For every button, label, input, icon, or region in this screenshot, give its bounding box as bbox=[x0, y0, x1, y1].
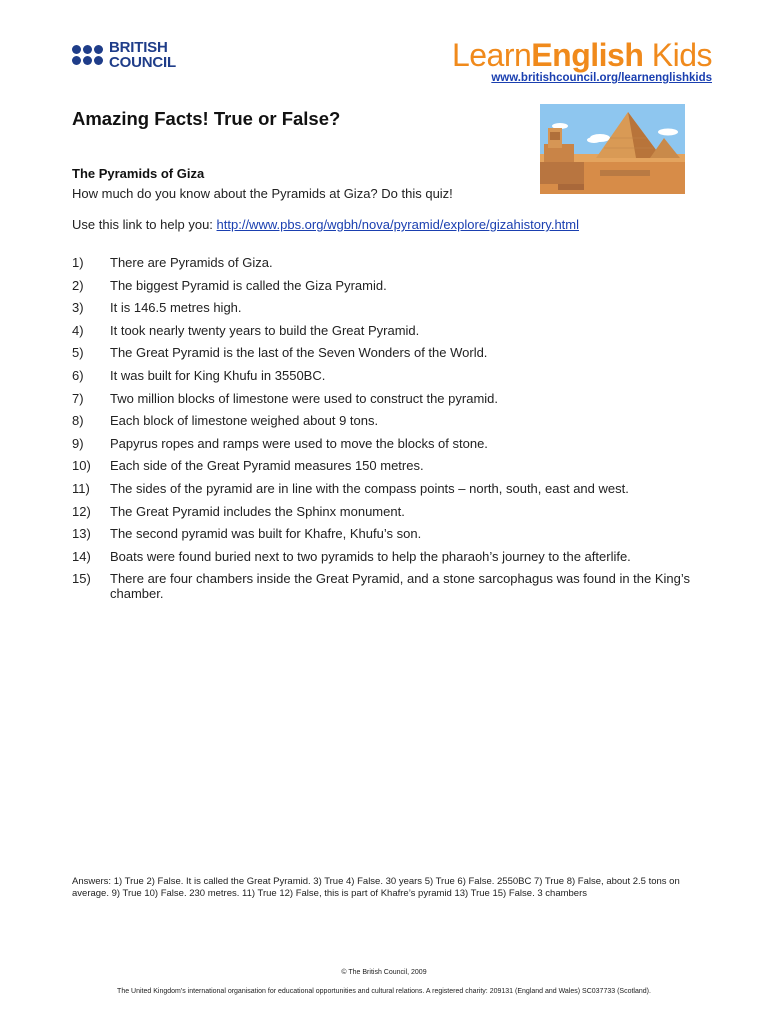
question-text: It took nearly twenty years to build the Great Pyramid. bbox=[110, 322, 420, 338]
bc-logo-line-1: BRITISH bbox=[109, 39, 168, 56]
question-text: Papyrus ropes and ramps were used to move the blocks of stone. bbox=[110, 435, 488, 451]
quiz-question-item bbox=[72, 504, 712, 519]
question-number: 6) bbox=[72, 367, 84, 383]
question-number: 9) bbox=[72, 435, 84, 451]
question-number: 11) bbox=[72, 480, 90, 496]
british-council-logo bbox=[72, 40, 176, 70]
quiz-question-item bbox=[72, 300, 712, 315]
question-text: Each block of limestone weighed about 9 tons. bbox=[110, 413, 379, 429]
question-number: 8) bbox=[72, 413, 84, 429]
question-text: Boats were found buried next to two pyramids to help the pharaoh’s journey to the afterlife. bbox=[110, 548, 631, 564]
question-number: 13) bbox=[72, 526, 91, 542]
quiz-question-item bbox=[72, 436, 712, 451]
page-title: Amazing Facts! True or False? bbox=[72, 108, 341, 129]
help-link[interactable]: http://www.pbs.org/wgbh/nova/pyramid/explore/gizahistory.html bbox=[216, 217, 580, 232]
question-number: 15) bbox=[72, 571, 91, 587]
question-text: There are Pyramids of Giza. bbox=[110, 255, 273, 270]
question-text: The sides of the pyramid are in line with the compass points – north, south, east and west. bbox=[110, 480, 629, 496]
help-link-prefix: Use this link to help you: bbox=[72, 217, 217, 232]
quiz-question-list bbox=[72, 255, 712, 609]
question-text: The Great Pyramid is the last of the Seven Wonders of the World. bbox=[110, 345, 488, 361]
quiz-question-item bbox=[72, 391, 712, 406]
question-text: It is 146.5 metres high. bbox=[110, 300, 242, 316]
answers-text: Answers: 1) True 2) False. It is called the Great Pyramid. 3) True 4) False. 30 years 5) True 6) False. 2550BC 7) True 8) False, about 2.5 tons on average. 9) True 10) False. 230 metres. 11) True 12) False, this is part of Khafre’s pyramid 13) True 15) False. 3 chambers bbox=[72, 876, 680, 899]
question-text: Two million blocks of limestone were used to construct the pyramid. bbox=[110, 390, 499, 406]
lek-word-english: English bbox=[531, 37, 644, 73]
question-number: 4) bbox=[72, 322, 84, 338]
pyramids-sphinx-illustration-icon bbox=[540, 104, 685, 194]
quiz-question-item bbox=[72, 549, 712, 564]
quiz-question-item bbox=[72, 323, 712, 338]
question-number: 3) bbox=[72, 300, 84, 316]
question-text: Each side of the Great Pyramid measures 150 metres. bbox=[110, 458, 424, 474]
question-text: There are four chambers inside the Great Pyramid, and a stone sarcophagus was found in the King’s chamber. bbox=[110, 571, 691, 602]
quiz-question-item bbox=[72, 458, 712, 473]
british-council-dots-icon bbox=[72, 45, 103, 65]
question-number: 2) bbox=[72, 277, 84, 293]
bc-logo-line-2: COUNCIL bbox=[109, 54, 176, 71]
question-text: It was built for King Khufu in 3550BC. bbox=[110, 367, 326, 383]
quiz-question-item bbox=[72, 255, 712, 270]
help-link-line bbox=[72, 217, 579, 232]
lek-website-link[interactable]: www.britishcouncil.org/learnenglishkids bbox=[491, 72, 712, 84]
british-council-wordmark bbox=[109, 40, 176, 70]
learnenglish-kids-logo bbox=[452, 38, 712, 84]
quiz-question-item bbox=[72, 481, 712, 496]
lek-word-learn: Learn bbox=[451, 37, 532, 73]
question-number: 1) bbox=[72, 255, 84, 270]
quiz-question-item bbox=[72, 413, 712, 428]
intro-text: How much do you know about the Pyramids at Giza? Do this quiz! bbox=[72, 186, 453, 201]
charity-statement: The United Kingdom’s international organisation for educational opportunities and cultural relations. A registered charity: 209131 (England and Wales) SC037733 (Scotland). bbox=[117, 988, 651, 995]
section-subtitle: The Pyramids of Giza bbox=[72, 166, 205, 181]
lek-word-kids: Kids bbox=[651, 37, 712, 73]
question-number: 12) bbox=[72, 503, 91, 519]
question-number: 7) bbox=[72, 390, 84, 406]
quiz-question-item bbox=[72, 368, 712, 383]
lek-wordmark bbox=[452, 38, 712, 72]
question-text: The second pyramid was built for Khafre, Khufu’s son. bbox=[110, 526, 422, 542]
quiz-question-item bbox=[72, 526, 712, 541]
copyright-text: © The British Council, 2009 bbox=[341, 969, 427, 976]
question-number: 5) bbox=[72, 345, 84, 361]
question-text: The biggest Pyramid is called the Giza Pyramid. bbox=[110, 277, 387, 293]
question-text: The Great Pyramid includes the Sphinx monument. bbox=[110, 503, 405, 519]
question-number: 10) bbox=[72, 458, 91, 474]
quiz-question-item bbox=[72, 278, 712, 293]
quiz-question-item bbox=[72, 345, 712, 360]
quiz-question-item bbox=[72, 571, 712, 601]
question-number: 14) bbox=[72, 548, 91, 564]
